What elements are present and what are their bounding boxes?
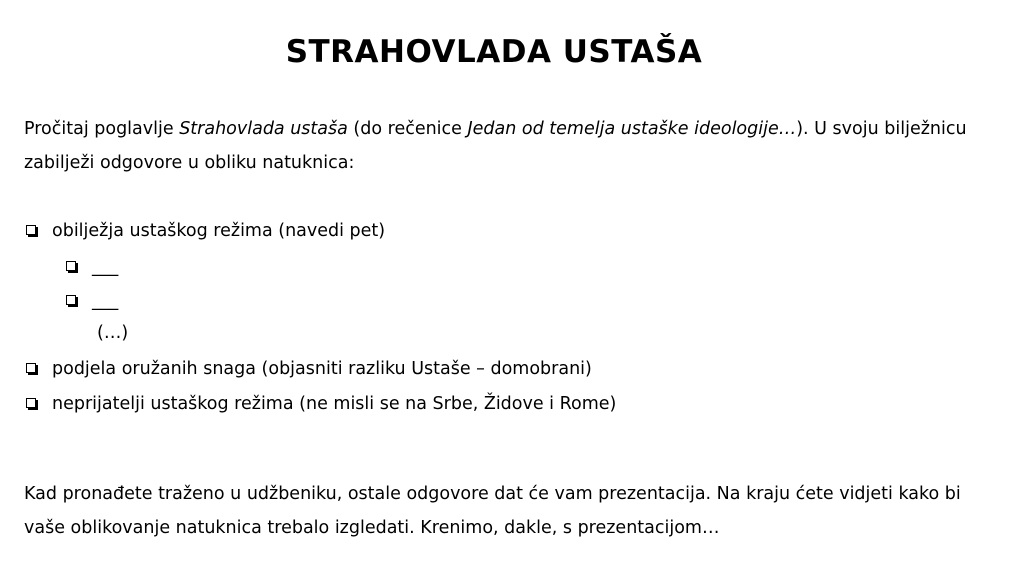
list-item-label: (…) <box>97 323 129 343</box>
list-item-enemies <box>26 392 616 416</box>
checkbox-icon <box>26 363 36 373</box>
sub-list-item-blank-2 <box>66 289 118 313</box>
outro-paragraph: Kad pronađete traženo u udžbeniku, ostale odgovore dat će vam prezentacija. Na kraju ćete vidjeti kako bi vaše oblikovanje natuknica trebalo izgledati. Krenimo, dakle, s prezentacijom… <box>24 484 961 538</box>
list-item-features <box>26 219 385 243</box>
checkbox-icon <box>26 398 36 408</box>
checkbox-icon <box>26 225 36 235</box>
list-item-armed-forces <box>26 357 592 381</box>
page-title: STRAHOVLADA USTAŠA <box>285 34 703 70</box>
checkbox-icon <box>66 295 76 305</box>
list-item-label: obilježja ustaškog režima (navedi pet) <box>52 221 386 241</box>
intro-chapter-name: Strahovlada ustaša <box>179 119 348 139</box>
list-item-label: ___ <box>92 291 119 311</box>
intro-text-1: Pročitaj poglavlje <box>24 119 180 139</box>
list-item-label: podjela oružanih snaga (objasniti razliku Ustaše – domobrani) <box>52 359 592 379</box>
list-item-label: ___ <box>92 257 119 277</box>
list-item-label: neprijatelji ustaškog režima (ne misli se na Srbe, Židove i Rome) <box>52 394 617 414</box>
sub-list-ellipsis <box>97 321 128 345</box>
intro-text-2: (do rečenice <box>347 119 468 139</box>
intro-sentence: Jedan od temelja ustaške ideologije… <box>467 119 797 139</box>
sub-list-item-blank-1 <box>66 255 118 279</box>
intro-paragraph <box>24 112 1004 180</box>
checkbox-icon <box>66 261 76 271</box>
intro-text-3: ). U svoju bilježnicu zabilježi odgovore u obliku natuknica: <box>24 119 967 173</box>
